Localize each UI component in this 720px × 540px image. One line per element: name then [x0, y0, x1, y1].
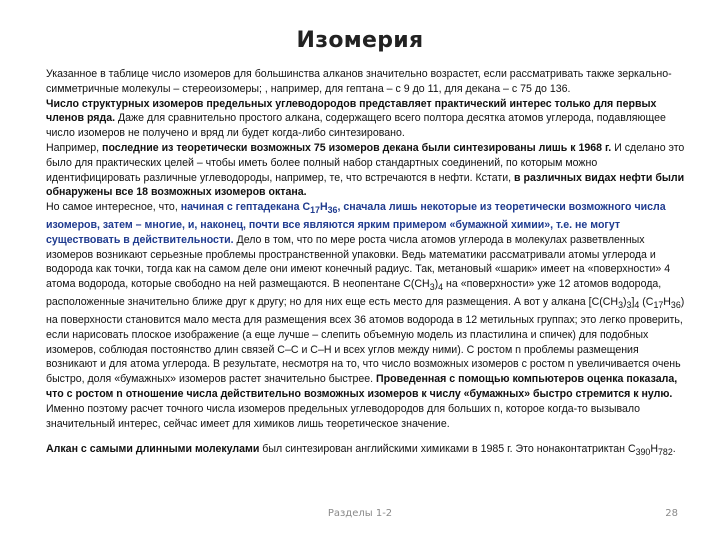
paragraph-longest-alkane: Алкан с самыми длинными молекулами был синтезирован английскими химиками в 1985 г. Это нонаконтатриктан $С_{390}Н_{782}$.	[46, 443, 676, 458]
footer-section: Разделы 1-2	[327, 508, 393, 519]
bold-text: в различных видах нефти были обнаружены все 18 возможных изомеров октана.	[46, 171, 685, 199]
bold-text: Число структурных изомеров предельных углеводородов представляет практический интерес только для первых членов ряда.	[46, 97, 657, 125]
bold-text: Проведенная с помощью компьютеров оценка показала, что с ростом n отношение числа действительно возможных изомеров к числу «бумажных» быстро стремится к нулю.	[46, 373, 678, 401]
paragraph-structural-isomers	[46, 97, 686, 141]
text: И сделано это было для практических целей – чтобы иметь более полный набор стандартных соединений, по которым можно идентифицировать различные углеводороды, например, те, что встречаются в нефти. Кстати,	[46, 141, 685, 184]
bold-text: последние из теоретически возможных 75 изомеров декана были синтезированы лишь к 1968 г.	[102, 141, 612, 154]
paragraph-stereoisomers: Указанное в таблице число изомеров для большинства алканов значительно возрастет, если рассматривать также зеркально-симметричные молекулы – стереоизомеры; , например, для гептана – с 9 до 11, для декана – с 75 до 136.	[46, 68, 672, 95]
paragraph-paper-chemistry: Но самое интересное, что, начиная с гептадекана $С_{17}Н_{36}$, сначала лишь некоторые из теоретически возможного числа изомеров, затем – многие, и, наконец, почти все являются ярким примером «бумажной химии», т.е. не могут существовать в действительности. Дело в том, что по мере роста числа атомов углерода в молекулах разветвленных изомеров возникают серьезные проблемы пространственной упаковки. Ведь математики рассматривали атомы углерода и водорода как точки, тогда как на самом деле они имеют конечный радиус. Так, метановый «шарик» имеет на «поверхности» 4 атома водорода, которые свободно на ней размещаются. В неопентане $С(СН_3)_4$ на «поверхности» уже 12 атомов водорода, расположенные значительно ближе друг к другу; но для них еще есть место для размещения. А вот у алкана $[С(СН_3)_3]_4$ $(С_{17}Н_{36})$ на поверхности становится мало места для размещения всех 36 атомов водорода в 12 метильных группах; это легко проверить, если нарисовать плоское изображение (а еще лучше – слепить объемную модель из пластилина и спичек) для подобных изомеров, соблюдая постоянство длин связей С–С и С–Н и всех углов между ними). С ростом n проблемы размещения возникают и для атома углерода. В результате, несмотря на то, что число возможных изомеров с ростом n увеличивается очень быстро, доля «бумажных» изомеров растет значительно быстрее. Проведенная с помощью компьютеров оценка показала, что с ростом n отношение числа действительно возможных изомеров к числу «бумажных» быстро стремится к нулю. Именно поэтому расчет точного числа изомеров предельных углеводородов для больших n, которое когда-то вызывало значительный интерес, сейчас имеет для химиков лишь теоретическое значение.	[46, 201, 685, 430]
body-text	[46, 67, 686, 460]
text: Дело в том, что по мере роста числа атомов углерода в молекулах разветвленных изомеров возникают серьезные проблемы пространственной упаковки. Ведь математики рассматривали атомы углерода и водорода как точки, тогда как на самом деле они имеют конечный радиус. Так, метановый «шарик» имеет на «поверхности» 4 атома водорода, которые свободно на ней размещаются. В неопентане С(СН	[46, 233, 671, 291]
page-title: Изомерия	[296, 28, 424, 53]
text: Даже для сравнительно простого алкана, содержащего всего полтора десятка атомов углерода, подавляющее число изомеров не получено и вряд ли будет когда-либо синтезировано.	[46, 112, 666, 140]
paragraph-decane	[46, 141, 686, 200]
bold-text: Алкан с самыми длинными молекулами	[46, 443, 260, 456]
text: Например,	[46, 141, 103, 154]
page-number: 28	[665, 508, 678, 519]
highlight-text: начиная с гептадекана $С_{17}Н_{36}$, сначала лишь некоторые из теоретически возможного числа изомеров, затем – многие, и, наконец, почти все являются ярким примером «бумажной химии», т.е. не могут существовать в действительности.	[46, 201, 666, 246]
text: Но самое интересное, что,	[46, 201, 181, 214]
text: Именно поэтому расчет точного числа изомеров предельных углеводородов для больших n, которое когда-то вызывало значительный интерес, сейчас имеет для химиков лишь теоретическое значение.	[46, 402, 641, 430]
